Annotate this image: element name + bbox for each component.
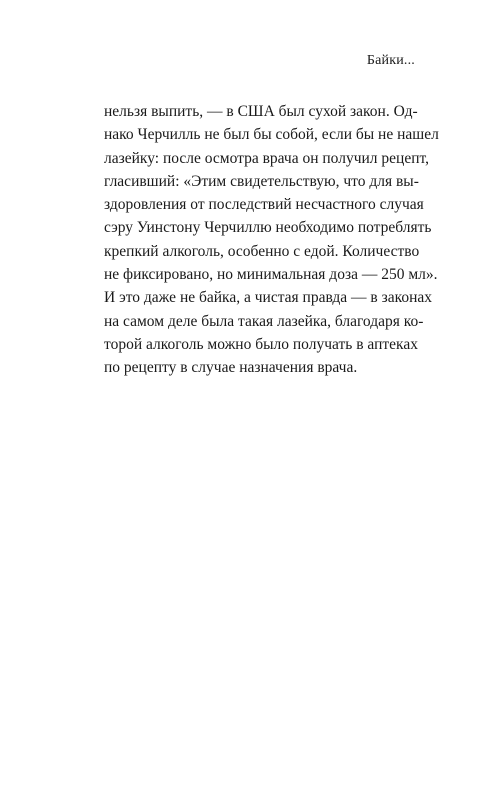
text-line: по рецепту в случае назначения врача. bbox=[104, 359, 358, 377]
text-line: торой алкоголь можно было получать в аптеках bbox=[104, 335, 418, 353]
text-line: нако Черчилль не был бы собой, если бы не нашел bbox=[104, 126, 439, 144]
text-line: здоровления от последствий несчастного случая bbox=[104, 196, 424, 214]
running-header: Байки... bbox=[366, 53, 415, 68]
text-line: лазейку: после осмотра врача он получил рецепт, bbox=[104, 149, 429, 167]
text-line: сэру Уинстону Черчиллю необходимо потреблять bbox=[104, 219, 432, 237]
text-line: на самом деле была такая лазейка, благодаря ко- bbox=[104, 312, 424, 330]
body-text bbox=[104, 100, 439, 380]
text-line: гласивший: «Этим свидетельствую, что для вы- bbox=[104, 172, 419, 190]
text-line: крепкий алкоголь, особенно с едой. Количество bbox=[104, 242, 420, 260]
text-line: И это даже не байка, а чистая правда — в законах bbox=[104, 289, 433, 307]
text-line: не фиксировано, но минимальная доза — 250 мл». bbox=[104, 266, 438, 284]
text-line: нельзя выпить, — в США был сухой закон. Од- bbox=[104, 103, 418, 120]
